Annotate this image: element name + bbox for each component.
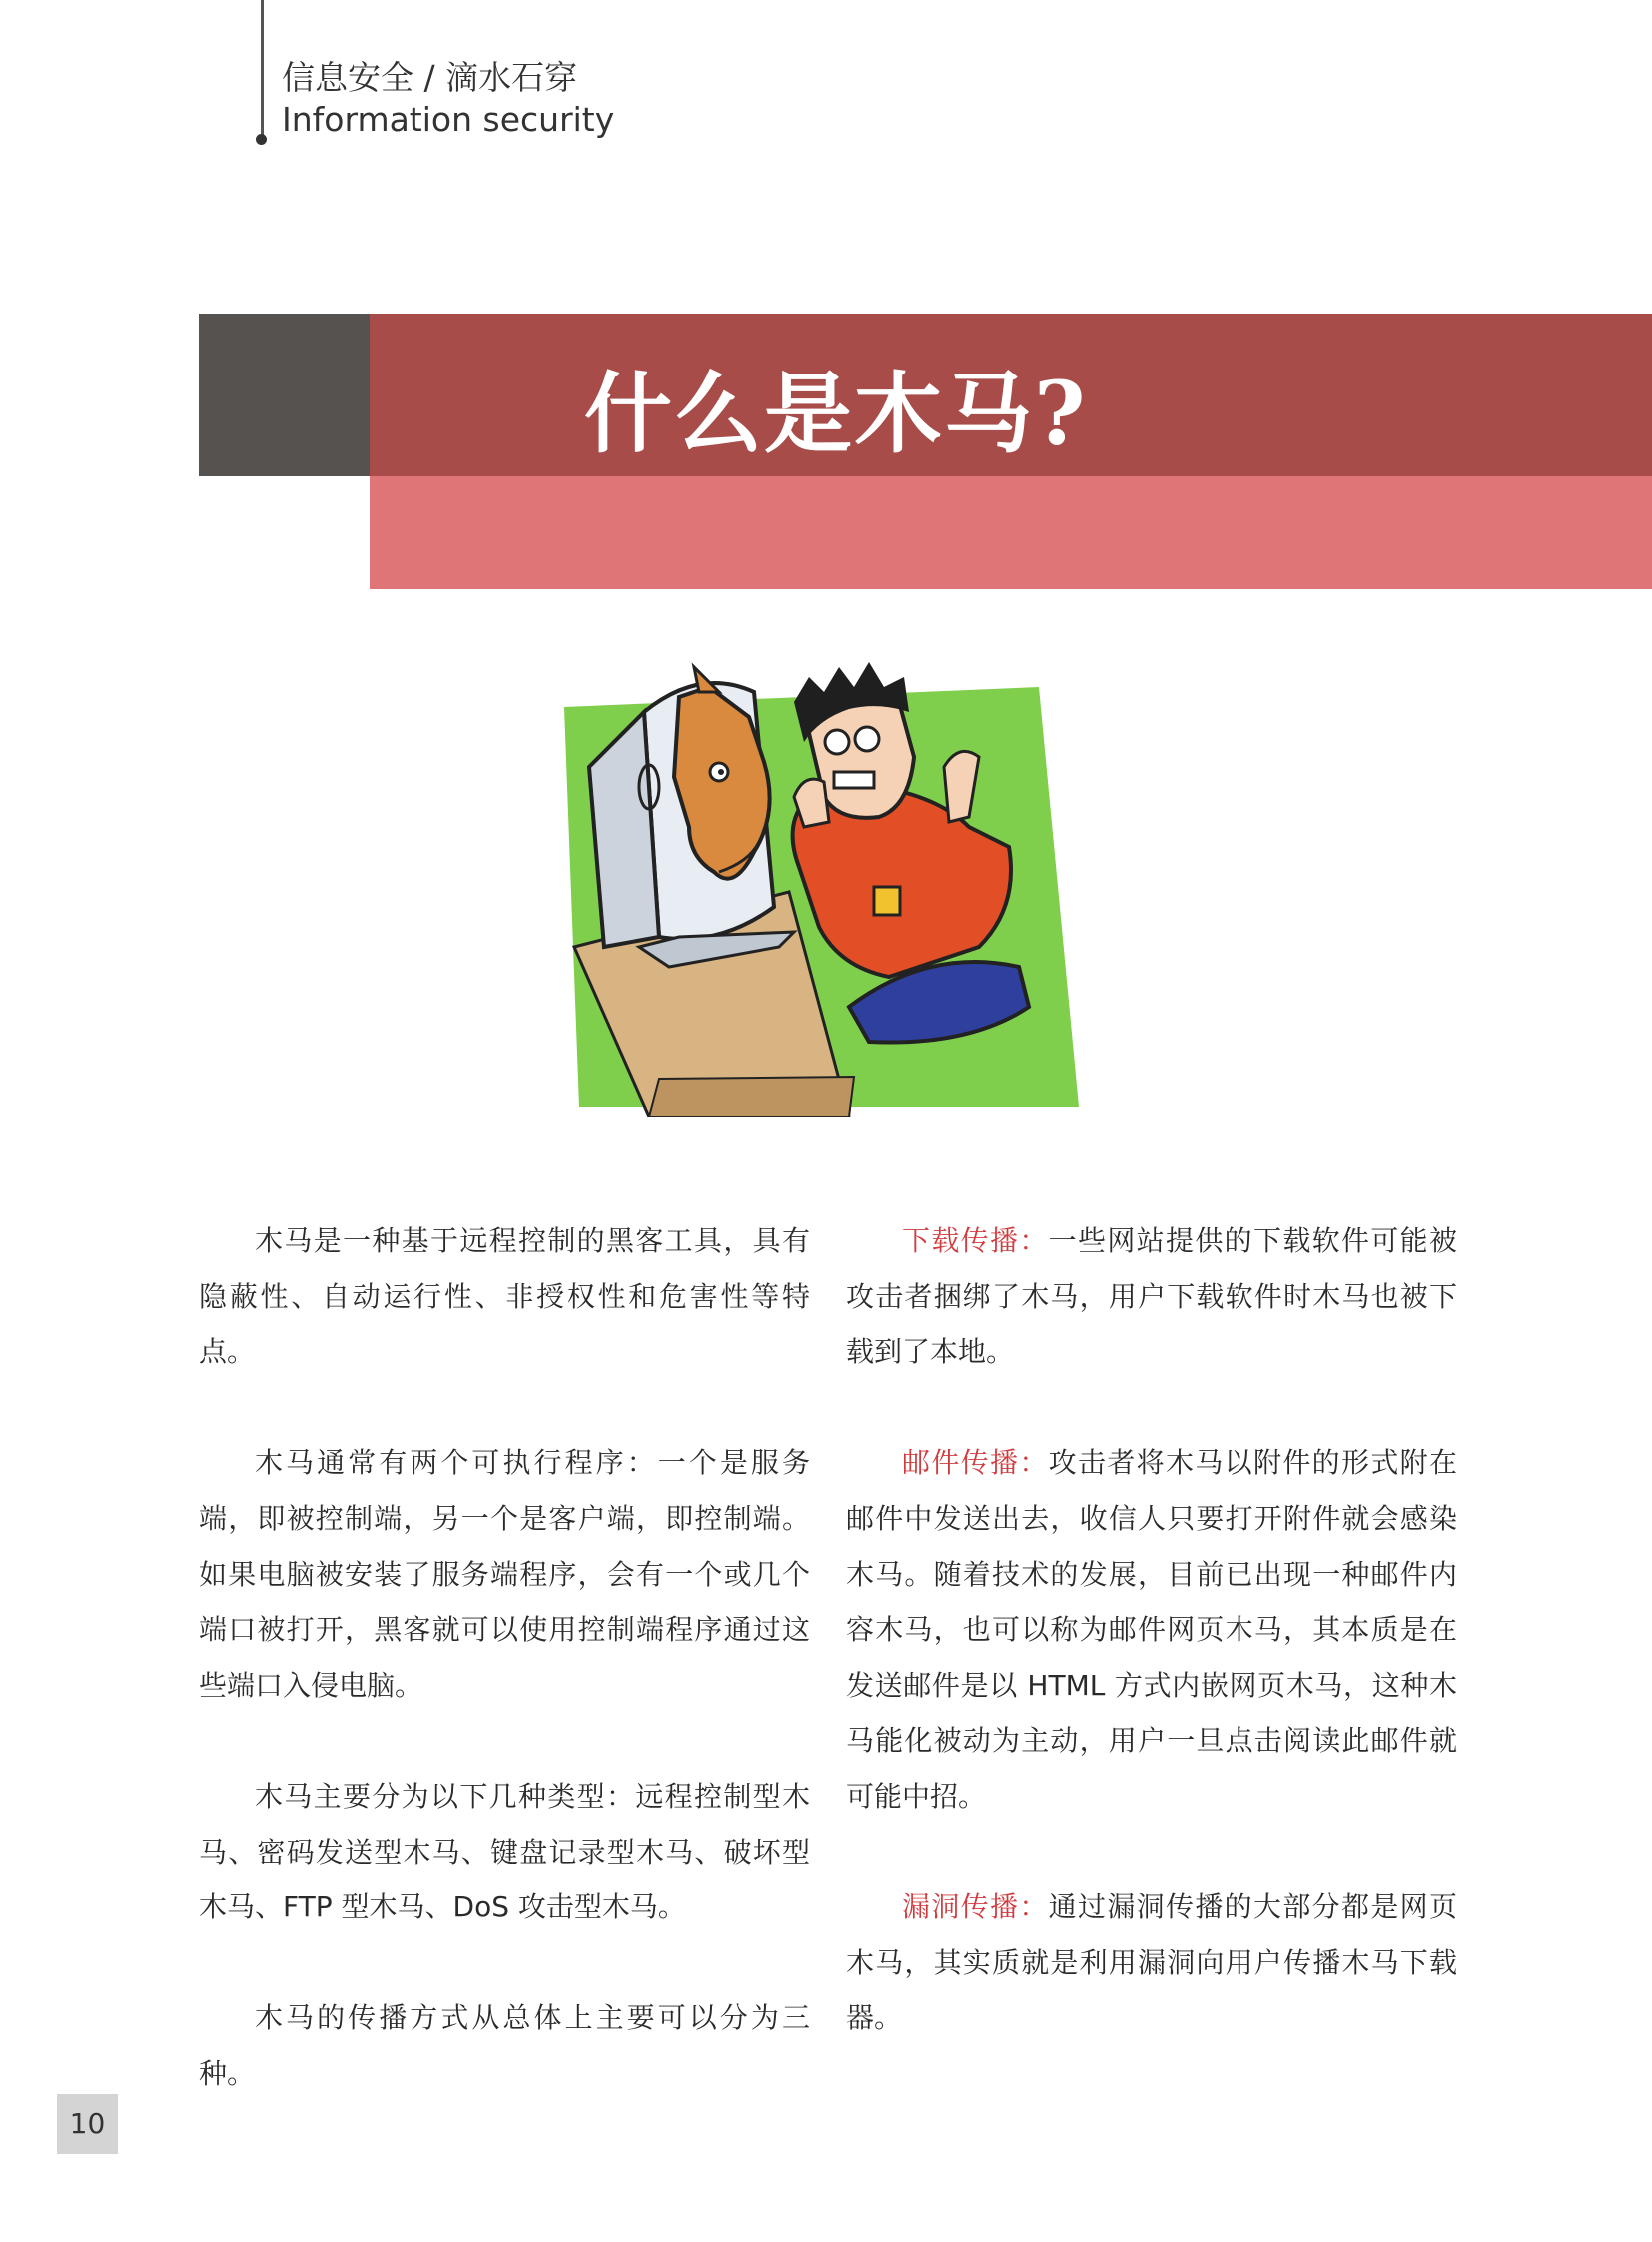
section-title-en: Information security — [282, 100, 615, 139]
highlight-label: 邮件传播： — [902, 1446, 1049, 1480]
section-title-zh: 信息安全 / 滴水石穿 — [282, 58, 578, 97]
paragraph-text: 一些网站提供的下载软件可能被攻击者捆绑了木马，用户下载软件时木马也被下载到了本地。 — [846, 1224, 1457, 1369]
paragraph-definition: 木马是一种基于远程控制的黑客工具，具有隐蔽性、自动运行性、非授权性和危害性等特点。 — [199, 1224, 810, 1369]
right-column — [846, 1213, 1457, 2102]
paragraph-mail-spread — [846, 1435, 1457, 1824]
highlight-label: 下载传播： — [902, 1224, 1049, 1257]
paragraph-spread-intro: 木马的传播方式从总体上主要可以分为三种。 — [199, 2001, 810, 2090]
paragraph-programs: 木马通常有两个可执行程序：一个是服务端，即被控制端，另一个是客户端，即控制端。如果电脑被安装了服务端程序，会有一个或几个端口被打开，黑客就可以使用控制端程序通过这些端口入侵电脑。 — [199, 1446, 810, 1702]
title-band — [370, 476, 1652, 589]
highlight-label: 漏洞传播： — [902, 1890, 1049, 1924]
page-title: 什么是木马? — [584, 362, 1088, 465]
left-column — [199, 1213, 810, 2157]
header-dot — [256, 134, 267, 145]
header-rule — [261, 0, 264, 140]
paragraph-download-spread — [846, 1213, 1457, 1380]
paragraph-text: 攻击者将木马以附件的形式附在邮件中发送出去，收信人只要打开附件就会感染木马。随着技术的发展，目前已出现一种邮件内容木马，也可以称为邮件网页木马，其本质是在发送邮件是以 HTML 方式内嵌网页木马，这种木马能化被动为主动，用户一旦点击阅读此邮件就可能中招。 — [846, 1446, 1457, 1813]
horse-in-computer-scaring-man-icon — [549, 647, 1109, 1117]
paragraph-text: 通过漏洞传播的大部分都是网页木马，其实质就是利用漏洞向用户传播木马下载器。 — [846, 1890, 1457, 2035]
page-number: 10 — [69, 2107, 106, 2140]
paragraph-types: 木马主要分为以下几种类型：远程控制型木马、密码发送型木马、键盘记录型木马、破坏型木马、FTP 型木马、DoS 攻击型木马。 — [199, 1779, 810, 1924]
paragraph-vulnerability-spread — [846, 1879, 1457, 2046]
title-side-block — [199, 314, 370, 476]
